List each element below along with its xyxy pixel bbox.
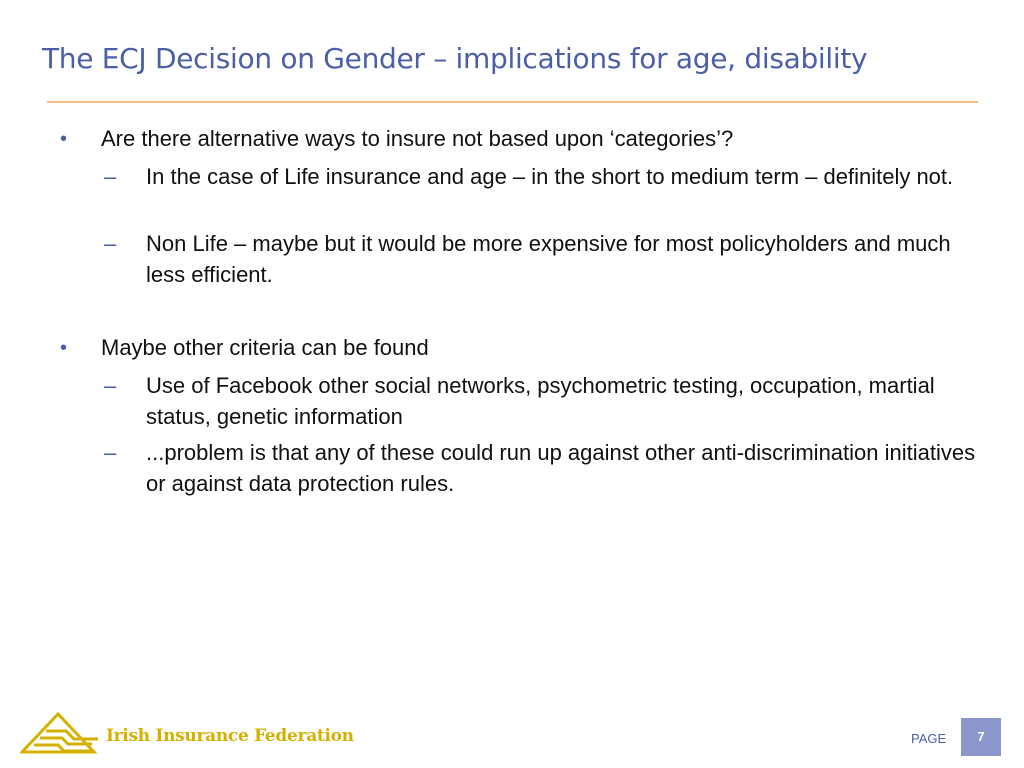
page-number: 7	[961, 718, 1001, 756]
bullet-2-text: Maybe other criteria can be found	[101, 335, 429, 360]
footer-brand: Irish Insurance Federation	[106, 726, 354, 746]
iif-triangle-logo-icon	[20, 712, 100, 754]
bullet-1-subitem-1: In the case of Life insurance and age – in the short to medium term – definitely not.	[146, 164, 954, 189]
sub-bullet-marker: –	[104, 164, 117, 189]
bullet-1-text: Are there alternative ways to insure not based upon ‘categories’?	[101, 126, 734, 151]
bullet-1-subitem-2: Non Life – maybe but it would be more expensive for most policyholders and much less efficient.	[146, 231, 951, 287]
bullet-marker: •	[60, 128, 68, 150]
page-label: PAGE	[911, 731, 947, 746]
title-divider	[47, 101, 978, 103]
bullet-2-subitem-1: Use of Facebook other social networks, psychometric testing, occupation, martial status, genetic information	[146, 373, 935, 429]
sub-bullet-marker: –	[104, 373, 117, 398]
sub-bullet-marker: –	[104, 440, 117, 465]
sub-bullet-marker: –	[104, 231, 117, 256]
bullet-2-subitem-2: ...problem is that any of these could run up against other anti-discrimination initiatives or against data protection rules.	[146, 440, 976, 496]
bullet-marker: •	[60, 337, 68, 359]
slide-title: The ECJ Decision on Gender – implications for age, disability	[42, 42, 868, 75]
